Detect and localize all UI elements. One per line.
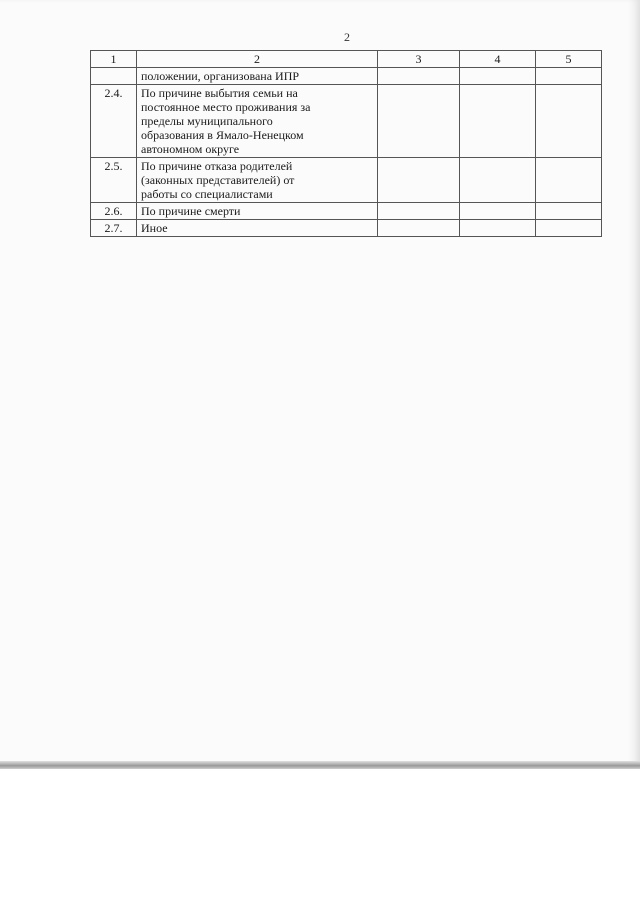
- row-description: По причине смерти: [137, 203, 378, 220]
- empty-cell: [378, 85, 460, 158]
- empty-cell: [460, 158, 536, 203]
- empty-cell: [536, 85, 602, 158]
- column-header-5: 5: [536, 51, 602, 68]
- row-number: 2.6.: [91, 203, 137, 220]
- report-table: [90, 50, 602, 237]
- column-header-4: 4: [460, 51, 536, 68]
- row-number: 2.7.: [91, 220, 137, 237]
- row-description: По причине отказа родителей (законных представителей) от работы со специалистами: [137, 158, 378, 203]
- empty-cell: [460, 220, 536, 237]
- scan-bottom-edge: [0, 761, 640, 769]
- empty-cell: [536, 203, 602, 220]
- row-number: 2.4.: [91, 85, 137, 158]
- table-row: [91, 158, 602, 203]
- row-number: [91, 68, 137, 85]
- table-header-row: [91, 51, 602, 68]
- column-header-1: 1: [91, 51, 137, 68]
- table-row: [91, 68, 602, 85]
- empty-cell: [378, 68, 460, 85]
- row-description: положении, организована ИПР: [137, 68, 378, 85]
- table-row: [91, 85, 602, 158]
- page-number: 2: [344, 30, 350, 44]
- empty-cell: [378, 158, 460, 203]
- empty-cell: [460, 203, 536, 220]
- row-number: 2.5.: [91, 158, 137, 203]
- empty-cell: [536, 220, 602, 237]
- row-description: По причине выбытия семьи на постоянное место проживания за пределы муниципального образования в Ямало-Ненецком автономном округе: [137, 85, 378, 158]
- empty-cell: [536, 158, 602, 203]
- empty-cell: [460, 68, 536, 85]
- column-header-2: 2: [137, 51, 378, 68]
- empty-cell: [378, 203, 460, 220]
- row-description: Иное: [137, 220, 378, 237]
- empty-cell: [536, 68, 602, 85]
- table-row: [91, 203, 602, 220]
- page-edge-shadow: [628, 0, 640, 768]
- column-header-3: 3: [378, 51, 460, 68]
- empty-cell: [460, 85, 536, 158]
- table-row: [91, 220, 602, 237]
- empty-cell: [378, 220, 460, 237]
